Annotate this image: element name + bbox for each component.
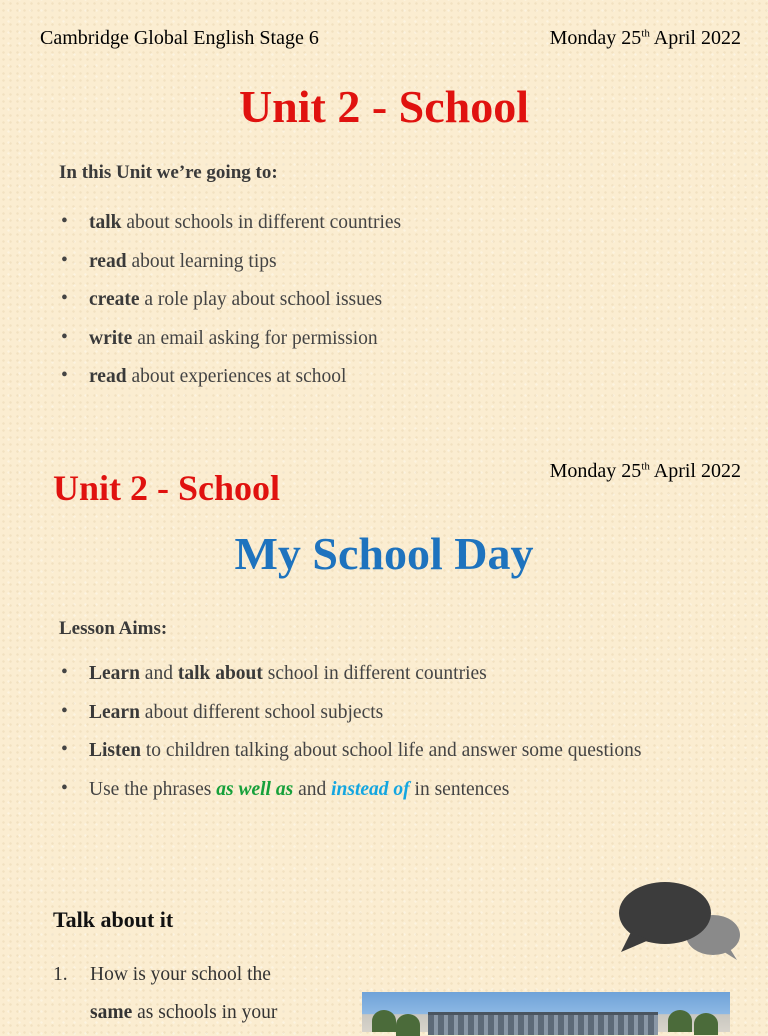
question-1: 1. How is your school the same as schools in your — [53, 964, 278, 1023]
talk-heading: Talk about it — [53, 907, 174, 932]
list-item: • talk about schools in different countries — [59, 212, 401, 251]
unit-goals-list — [59, 212, 401, 405]
list-item: • Learn and talk about school in different countries — [59, 663, 641, 702]
list-item: • write an email asking for permission — [59, 328, 401, 367]
unit-subtitle: Unit 2 - School — [53, 468, 281, 508]
lesson-date-2: Monday 25th April 2022 — [549, 460, 741, 482]
list-item: • create a role play about school issues — [59, 289, 401, 328]
lesson-date: Monday 25th April 2022 — [549, 27, 741, 49]
lesson-aims-list — [59, 663, 641, 817]
unit-intro: In this Unit we’re going to: — [59, 162, 278, 183]
lesson-aims-label: Lesson Aims: — [59, 618, 168, 639]
list-item: • Listen to children talking about school life and answer some questions — [59, 740, 641, 779]
school-building-photo — [362, 992, 730, 1032]
unit-title: Unit 2 - School — [238, 81, 530, 132]
list-item: • read about learning tips — [59, 251, 401, 290]
list-item: • Use the phrases as well as and instead of in sentences — [59, 779, 641, 818]
course-title: Cambridge Global English Stage 6 — [40, 27, 319, 49]
speech-bubbles-icon — [617, 880, 743, 962]
list-item: • Learn about different school subjects — [59, 702, 641, 741]
lesson-title: My School Day — [234, 528, 534, 579]
list-item: • read about experiences at school — [59, 366, 401, 405]
